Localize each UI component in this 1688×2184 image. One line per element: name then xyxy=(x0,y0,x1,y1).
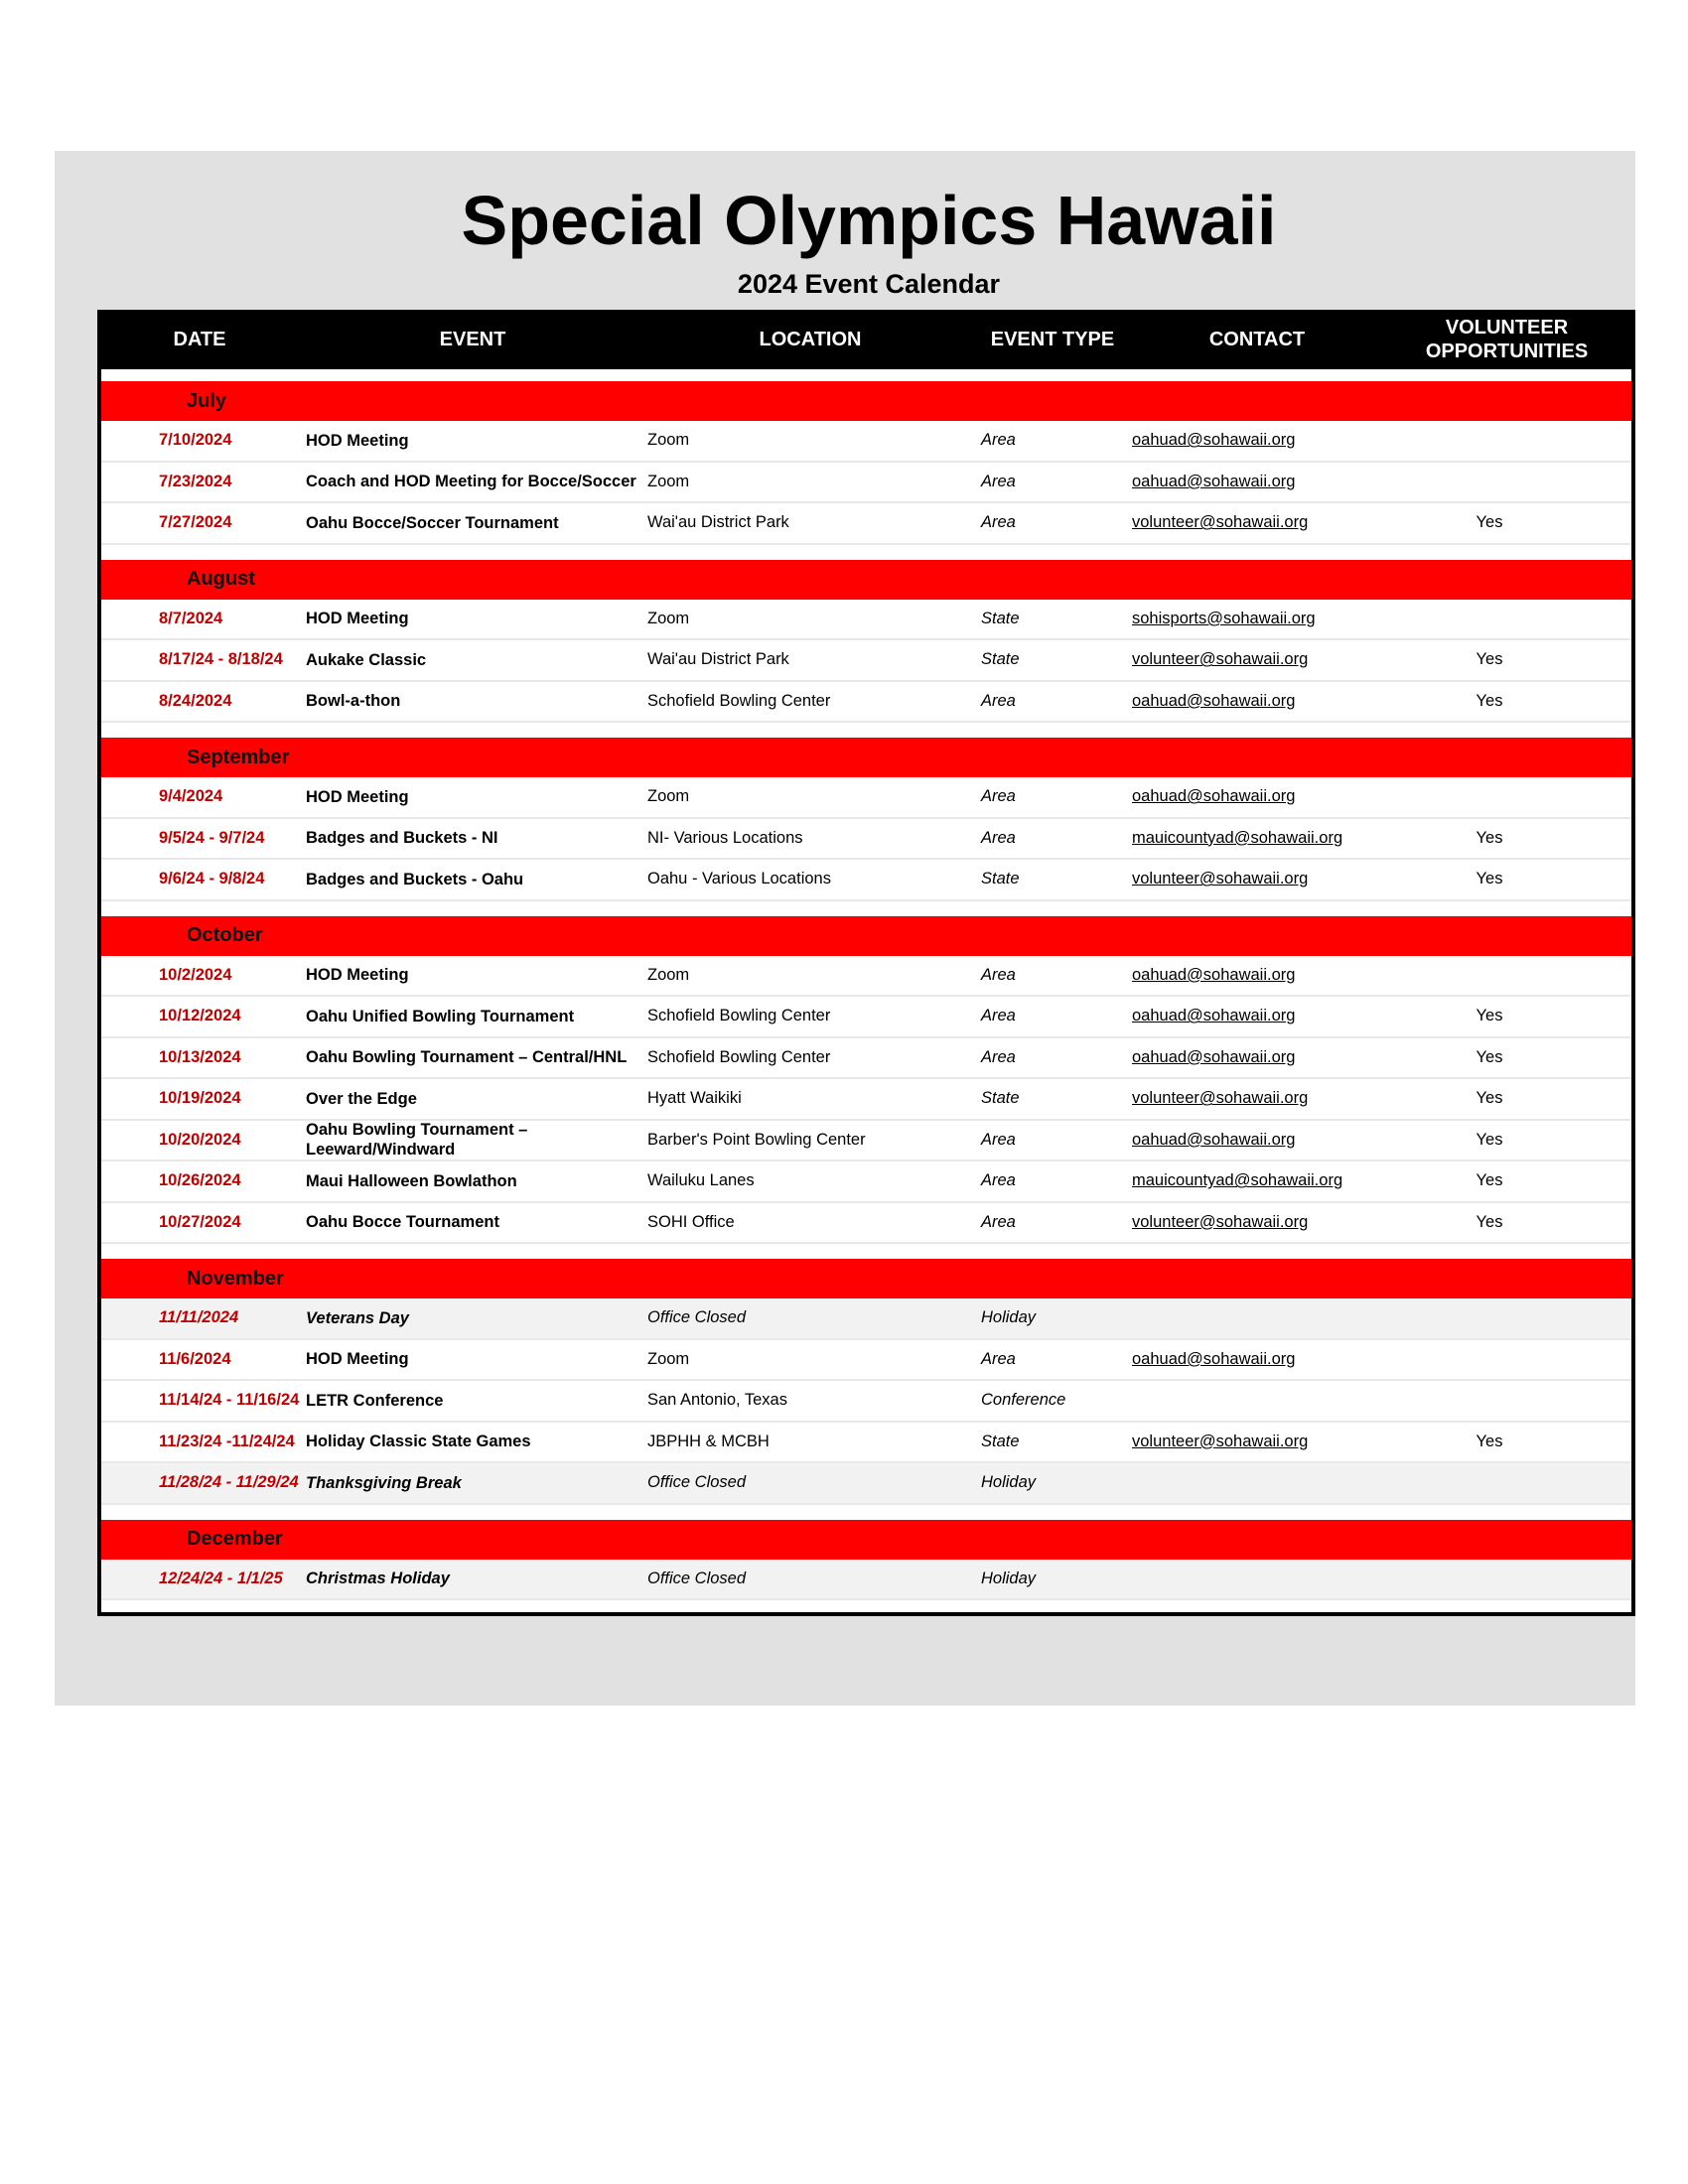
contact-email-link[interactable]: volunteer@sohawaii.org xyxy=(1132,1212,1309,1231)
month-band-august xyxy=(101,560,1631,600)
month-label: July xyxy=(187,389,227,412)
table-row xyxy=(101,503,1631,545)
spacer xyxy=(101,901,1631,916)
event-location: JBPHH & MCBH xyxy=(647,1432,770,1450)
column-header-volunteer-line2: OPPORTUNITIES xyxy=(1425,341,1589,362)
month-band-september xyxy=(101,738,1631,777)
event-name: Badges and Buckets - NI xyxy=(306,829,498,848)
table-row xyxy=(101,1079,1631,1121)
spacer xyxy=(101,1244,1631,1259)
event-date: 8/24/2024 xyxy=(159,691,232,710)
event-date: 11/28/24 - 11/29/24 xyxy=(159,1473,299,1492)
table-row xyxy=(101,1161,1631,1203)
event-location: Office Closed xyxy=(647,1569,747,1587)
event-location: Zoom xyxy=(647,472,690,490)
event-type: State xyxy=(981,1089,1020,1108)
page-subtitle: 2024 Event Calendar xyxy=(737,269,1001,299)
table-row xyxy=(101,1463,1631,1505)
event-type: Area xyxy=(981,1130,1016,1149)
event-date: 10/26/2024 xyxy=(159,1171,241,1190)
event-name: Oahu Bowling Tournament – Central/HNL xyxy=(306,1048,628,1067)
column-header-contact: CONTACT xyxy=(1208,329,1306,350)
event-date: 7/10/2024 xyxy=(159,431,232,450)
event-type: Area xyxy=(981,1349,1016,1368)
event-name: Oahu Bocce Tournament xyxy=(306,1213,499,1232)
spacer xyxy=(101,723,1631,738)
contact-email-link[interactable]: oahuad@sohawaii.org xyxy=(1132,691,1296,710)
event-name: Oahu Bowling Tournament – Leeward/Windward xyxy=(306,1121,528,1160)
contact-email-link[interactable]: volunteer@sohawaii.org xyxy=(1132,650,1309,669)
event-location: Office Closed xyxy=(647,1308,747,1327)
event-type: Holiday xyxy=(981,1308,1037,1327)
event-type: Area xyxy=(981,828,1016,847)
contact-email-link[interactable]: volunteer@sohawaii.org xyxy=(1132,870,1309,888)
event-date: 9/6/24 - 9/8/24 xyxy=(159,870,265,888)
table-row xyxy=(101,640,1631,682)
month-label: September xyxy=(187,746,290,768)
event-date: 9/4/2024 xyxy=(159,787,223,806)
event-type: Area xyxy=(981,1171,1016,1190)
contact-email-link[interactable]: volunteer@sohawaii.org xyxy=(1132,513,1309,532)
contact-email-link[interactable]: oahuad@sohawaii.org xyxy=(1132,1349,1296,1368)
event-name: HOD Meeting xyxy=(306,610,409,628)
event-location: Schofield Bowling Center xyxy=(647,1007,831,1025)
event-type: Holiday xyxy=(981,1473,1037,1492)
table-body xyxy=(101,381,1631,1600)
event-location: Zoom xyxy=(647,965,690,984)
event-date: 9/5/24 - 9/7/24 xyxy=(159,828,265,847)
event-location: Wailuku Lanes xyxy=(647,1171,755,1190)
table-row xyxy=(101,819,1631,861)
volunteer-opportunity: Yes xyxy=(1476,513,1503,532)
volunteer-opportunity: Yes xyxy=(1476,1007,1503,1025)
event-date: 10/2/2024 xyxy=(159,965,232,984)
table-row xyxy=(101,463,1631,504)
column-header-date: DATE xyxy=(173,329,226,350)
spacer xyxy=(101,1505,1631,1520)
volunteer-opportunity: Yes xyxy=(1476,1089,1503,1108)
event-date: 8/7/2024 xyxy=(159,609,223,627)
event-date: 7/23/2024 xyxy=(159,472,232,490)
event-location: SOHI Office xyxy=(647,1212,735,1231)
event-name: HOD Meeting xyxy=(306,431,409,450)
event-date: 11/6/2024 xyxy=(159,1349,231,1368)
contact-email-link[interactable]: oahuad@sohawaii.org xyxy=(1132,1047,1296,1066)
event-location: Zoom xyxy=(647,787,690,806)
event-type: Area xyxy=(981,1047,1016,1066)
table-row xyxy=(101,1560,1631,1601)
event-name: Maui Halloween Bowlathon xyxy=(306,1171,517,1190)
month-label: August xyxy=(187,568,255,590)
table-row xyxy=(101,777,1631,819)
event-name: Bowl-a-thon xyxy=(306,692,401,711)
event-type: Area xyxy=(981,691,1016,710)
event-location: Schofield Bowling Center xyxy=(647,1047,831,1066)
spacer xyxy=(101,1600,1631,1612)
table-row xyxy=(101,956,1631,998)
month-band-november xyxy=(101,1259,1631,1298)
event-type: State xyxy=(981,870,1020,888)
month-band-december xyxy=(101,1520,1631,1560)
volunteer-opportunity: Yes xyxy=(1476,870,1503,888)
contact-email-link[interactable]: mauicountyad@sohawaii.org xyxy=(1132,828,1343,847)
event-date: 10/13/2024 xyxy=(159,1047,241,1066)
column-header-volunteer xyxy=(1386,316,1627,363)
contact-email-link[interactable]: oahuad@sohawaii.org xyxy=(1132,965,1296,984)
contact-email-link[interactable]: oahuad@sohawaii.org xyxy=(1132,431,1296,450)
event-date: 10/20/2024 xyxy=(159,1130,241,1149)
event-name: Badges and Buckets - Oahu xyxy=(306,870,524,888)
event-location: Oahu - Various Locations xyxy=(647,870,831,888)
volunteer-opportunity: Yes xyxy=(1476,1130,1503,1149)
event-type: Conference xyxy=(981,1391,1066,1410)
event-type: Area xyxy=(981,472,1016,490)
volunteer-opportunity: Yes xyxy=(1476,1432,1503,1450)
column-header-event-type: EVENT TYPE xyxy=(990,329,1115,350)
event-location: Zoom xyxy=(647,609,690,627)
contact-email-link[interactable]: oahuad@sohawaii.org xyxy=(1132,1007,1296,1025)
table-row xyxy=(101,860,1631,901)
contact-email-link[interactable]: sohisports@sohawaii.org xyxy=(1132,609,1316,627)
event-location: Wai'au District Park xyxy=(647,650,789,669)
table-row xyxy=(101,682,1631,724)
event-name: LETR Conference xyxy=(306,1391,444,1410)
table-row xyxy=(101,421,1631,463)
event-location: Schofield Bowling Center xyxy=(647,691,831,710)
event-type: Area xyxy=(981,1007,1016,1025)
event-name: Over the Edge xyxy=(306,1089,417,1108)
spacer xyxy=(101,545,1631,560)
contact-email-link[interactable]: oahuad@sohawaii.org xyxy=(1132,787,1296,806)
event-name: Oahu Unified Bowling Tournament xyxy=(306,1007,575,1025)
table-row xyxy=(101,1340,1631,1382)
event-date: 11/11/2024 xyxy=(159,1308,239,1327)
event-location: San Antonio, Texas xyxy=(647,1391,787,1410)
month-label: December xyxy=(187,1528,283,1550)
column-header-location: LOCATION xyxy=(759,329,862,350)
event-type: Area xyxy=(981,1212,1016,1231)
event-name: Veterans Day xyxy=(306,1308,409,1327)
table-row xyxy=(101,1423,1631,1464)
event-date: 10/12/2024 xyxy=(159,1007,241,1025)
table-row xyxy=(101,1038,1631,1080)
contact-email-link[interactable]: oahuad@sohawaii.org xyxy=(1132,472,1296,490)
event-location: NI- Various Locations xyxy=(647,828,803,847)
table-row xyxy=(101,1381,1631,1423)
event-location: Hyatt Waikiki xyxy=(647,1089,742,1108)
event-location: Zoom xyxy=(647,431,690,450)
month-label: November xyxy=(187,1267,284,1290)
event-location: Office Closed xyxy=(647,1473,747,1492)
table-row xyxy=(101,600,1631,641)
volunteer-opportunity: Yes xyxy=(1476,691,1503,710)
page-title: Special Olympics Hawaii xyxy=(461,182,1277,259)
event-date: 8/17/24 - 8/18/24 xyxy=(159,650,283,669)
table-row xyxy=(101,997,1631,1038)
event-date: 12/24/24 - 1/1/25 xyxy=(159,1569,283,1587)
volunteer-opportunity: Yes xyxy=(1476,1212,1503,1231)
event-name: Aukake Classic xyxy=(306,650,427,669)
event-name: Christmas Holiday xyxy=(306,1570,450,1588)
volunteer-opportunity: Yes xyxy=(1476,828,1503,847)
event-name: Coach and HOD Meeting for Bocce/Soccer xyxy=(306,473,636,491)
event-name: HOD Meeting xyxy=(306,787,409,806)
event-name: HOD Meeting xyxy=(306,966,409,985)
table-row xyxy=(101,1203,1631,1245)
event-name: HOD Meeting xyxy=(306,1350,409,1369)
month-label: October xyxy=(187,924,263,946)
table-row xyxy=(101,1121,1631,1162)
event-location: Wai'au District Park xyxy=(647,513,789,532)
contact-email-link[interactable]: mauicountyad@sohawaii.org xyxy=(1132,1171,1343,1190)
month-band-october xyxy=(101,916,1631,956)
event-date: 10/19/2024 xyxy=(159,1089,241,1108)
event-location: Zoom xyxy=(647,1349,690,1368)
column-header-event: EVENT xyxy=(439,329,506,350)
volunteer-opportunity: Yes xyxy=(1476,1047,1503,1066)
event-type: Area xyxy=(981,787,1016,806)
event-type: Area xyxy=(981,431,1016,450)
volunteer-opportunity: Yes xyxy=(1476,650,1503,669)
contact-email-link[interactable]: oahuad@sohawaii.org xyxy=(1132,1130,1296,1149)
event-name: Holiday Classic State Games xyxy=(306,1433,531,1451)
event-type: State xyxy=(981,650,1020,669)
event-type: State xyxy=(981,1432,1020,1450)
month-band-july xyxy=(101,381,1631,421)
event-name: Thanksgiving Break xyxy=(306,1473,462,1492)
column-header-volunteer-line1: VOLUNTEER xyxy=(1445,317,1569,339)
calendar-page xyxy=(55,151,1635,1706)
event-date: 11/23/24 -11/24/24 xyxy=(159,1432,295,1450)
event-table xyxy=(97,310,1635,1616)
volunteer-opportunity: Yes xyxy=(1476,1171,1503,1190)
event-type: Holiday xyxy=(981,1569,1037,1587)
event-type: State xyxy=(981,609,1020,627)
event-date: 7/27/2024 xyxy=(159,513,232,532)
table-header xyxy=(97,310,1635,369)
event-date: 10/27/2024 xyxy=(159,1212,241,1231)
contact-email-link[interactable]: volunteer@sohawaii.org xyxy=(1132,1432,1309,1450)
event-date: 11/14/24 - 11/16/24 xyxy=(159,1391,300,1410)
contact-email-link[interactable]: volunteer@sohawaii.org xyxy=(1132,1089,1309,1108)
spacer xyxy=(101,369,1631,381)
event-name: Oahu Bocce/Soccer Tournament xyxy=(306,513,559,532)
event-type: Area xyxy=(981,513,1016,532)
event-type: Area xyxy=(981,965,1016,984)
table-row xyxy=(101,1298,1631,1340)
event-location: Barber's Point Bowling Center xyxy=(647,1130,866,1149)
